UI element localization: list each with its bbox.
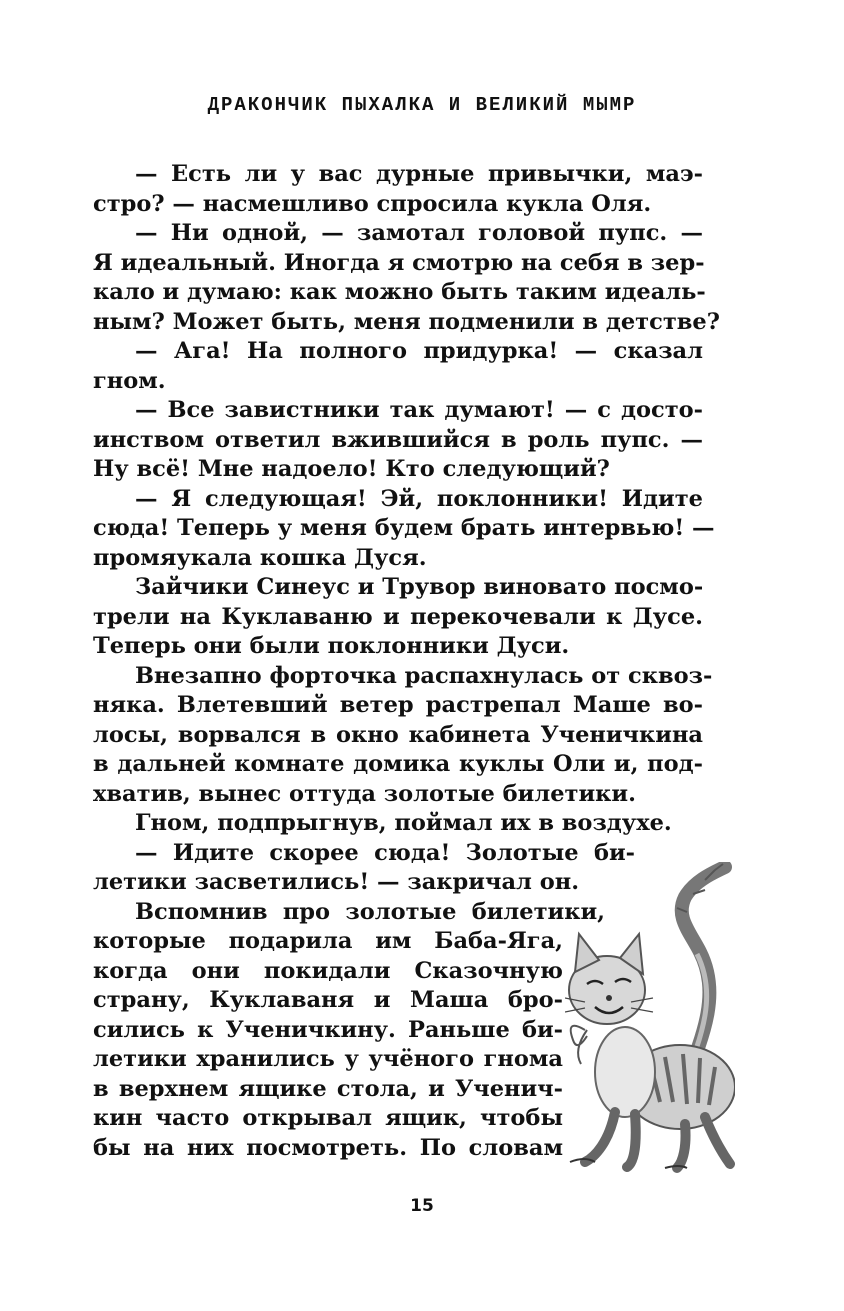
text-line: которые подарила им Баба-Яга, (93, 928, 563, 954)
page-number: 15 (410, 1196, 434, 1216)
text-line: сюда! Теперь у меня будем брать интервью! — (93, 515, 715, 541)
text-line: Гном, подпрыгнув, поймал их в воздухе. (135, 810, 672, 836)
text-line: трели на Куклаваню и перекочевали к Дусе. (93, 603, 703, 630)
text-line: летики засветились! — закричал он. (93, 869, 580, 895)
text-line: хватив, вынес оттуда золотые билетики. (93, 780, 636, 807)
text-line: страну, Куклаваня и Маша бро- (93, 987, 563, 1013)
text-line: — Все завистники так думают! — с досто- (135, 397, 703, 423)
cat-illustration (565, 862, 735, 1182)
text-line: Вспомнив про золотые билетики, (135, 898, 605, 925)
text-line: — Идите скорее сюда! Золотые би- (135, 839, 635, 866)
text-line: летики хранились у учёного гнома (93, 1046, 563, 1072)
text-line: стро? — насмешливо спросила кукла Оля. (93, 190, 652, 217)
text-line: ным? Может быть, меня подменили в детстве? (93, 308, 720, 335)
text-line: — Есть ли у вас дурные привычки, маэ- (135, 161, 703, 187)
text-line: в дальней комнате домика куклы Оли и, под- (93, 751, 703, 777)
text-line: кин часто открывал ящик, чтобы (93, 1105, 563, 1131)
text-line: — Я следующая! Эй, поклонники! Идите (135, 485, 703, 512)
text-line: бы на них посмотреть. По словам (93, 1134, 563, 1161)
text-line: Внезапно форточка распахнулась от сквоз- (135, 662, 713, 689)
text-line: кало и думаю: как можно быть таким идеаль- (93, 279, 706, 305)
text-line: в верхнем ящике стола, и Ученич- (93, 1075, 563, 1102)
text-line: гном. (93, 367, 166, 394)
text-line: лосы, ворвался в окно кабинета Ученичкина (93, 721, 703, 748)
text-line: когда они покидали Сказочную (93, 957, 563, 984)
running-head: ДРАКОНЧИК ПЫХАЛКА И ВЕЛИКИЙ МЫМР (207, 94, 637, 116)
text-line: — Ни одной, — замотал головой пупс. — (135, 220, 703, 246)
text-line: инством ответил вжившийся в роль пупс. — (93, 426, 703, 453)
text-line: промяукала кошка Дуся. (93, 544, 427, 571)
text-line: Ну всё! Мне надоело! Кто следующий? (93, 456, 610, 482)
text-line: Зайчики Синеус и Трувор виновато посмо- (135, 574, 704, 600)
text-line: — Ага! На полного придурка! — сказал (135, 338, 703, 364)
text-line: сились к Ученичкину. Раньше би- (93, 1016, 563, 1043)
text-line: Теперь они были поклонники Дуси. (93, 633, 570, 659)
text-line: няка. Влетевший ветер растрепал Маше во- (93, 692, 703, 718)
text-line: Я идеальный. Иногда я смотрю на себя в зер- (93, 249, 705, 276)
